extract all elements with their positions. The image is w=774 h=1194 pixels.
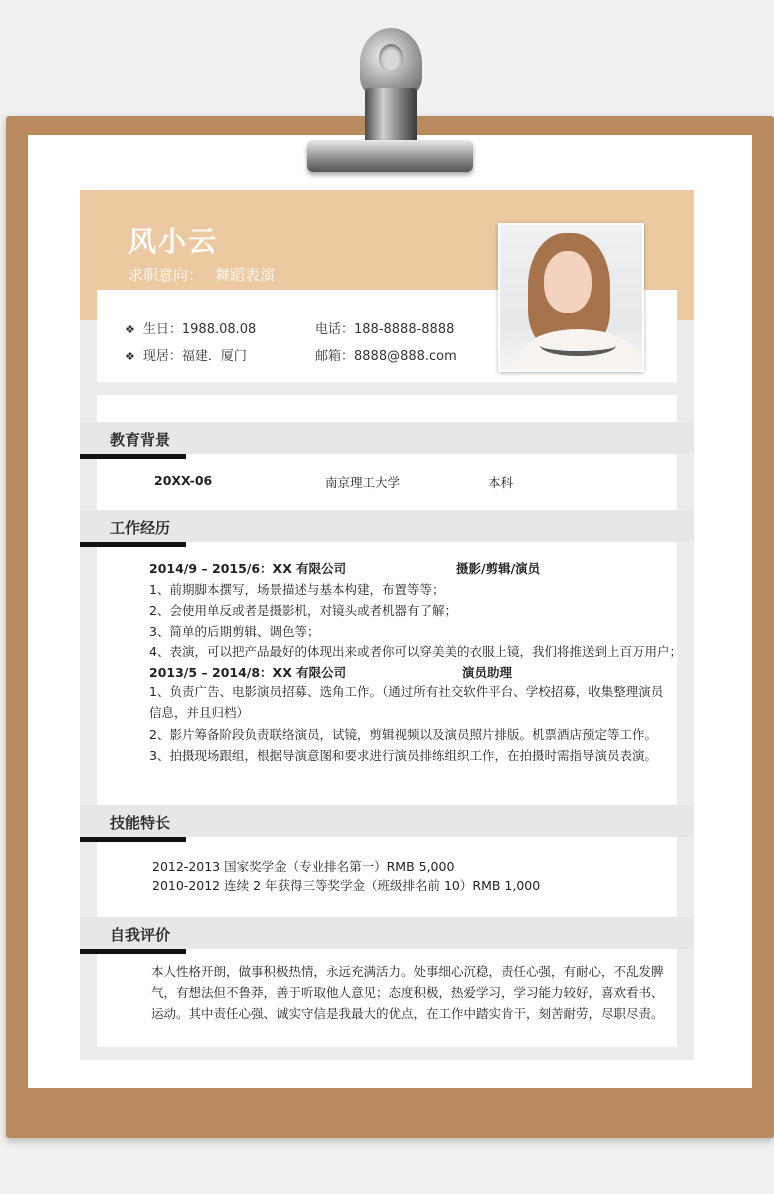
job-role: 演员助理	[462, 665, 513, 680]
diamond-bullet-icon: ❖	[125, 323, 135, 336]
info-phone: 电话：188-8888-8888	[315, 322, 455, 337]
skill-item: 2012-2013 国家奖学金（专业排名第一）RMB 5,000	[152, 859, 455, 874]
job-intent-label: 求职意向：	[128, 266, 204, 284]
section-title: 工作经历	[110, 519, 171, 537]
photo-face	[544, 251, 592, 313]
section-skills	[80, 805, 694, 837]
photo-necklace	[540, 335, 616, 356]
residence-text: 现居：福建．厦门	[142, 349, 247, 364]
section-underline	[80, 949, 186, 954]
info-email: 邮箱：8888@888.com	[315, 349, 457, 364]
edu-date: 20XX-06	[154, 473, 213, 488]
edu-degree: 本科	[488, 475, 514, 490]
skill-item: 2010-2012 连续 2 年获得三等奖学金（班级排名前 10）RMB 1,000	[152, 878, 541, 893]
info-birthday	[125, 318, 256, 337]
section-education	[80, 422, 694, 454]
job-item: 3、拍摄现场跟组，根据导演意图和要求进行演员排练组织工作，在拍摄时需指导演员表演。	[149, 748, 657, 763]
candidate-name: 风小云	[128, 225, 219, 258]
birthday-text: 生日：1988.08.08	[142, 322, 257, 337]
job-intent-value: 舞蹈表演	[215, 266, 276, 284]
binder-clip	[305, 28, 475, 178]
edu-school: 南京理工大学	[325, 475, 401, 490]
job-header: 2014/9 – 2015/6：XX 有限公司	[149, 561, 347, 576]
section-title: 教育背景	[110, 431, 171, 449]
diamond-bullet-icon: ❖	[125, 350, 135, 363]
job-item: 1、前期脚本撰写，场景描述与基本构建，布置等等；	[149, 582, 445, 597]
job-item: 2、影片筹备阶段负责联络演员，试镜，剪辑视频以及演员照片排版。机票酒店预定等工作。	[149, 727, 657, 742]
job-item: 3、简单的后期剪辑、调色等；	[149, 624, 320, 639]
section-underline	[80, 454, 186, 459]
job-role: 摄影/剪辑/演员	[456, 561, 541, 576]
job-intent	[128, 264, 275, 285]
info-residence	[125, 345, 247, 364]
section-title: 自我评价	[110, 926, 171, 944]
section-self-evaluation	[80, 917, 694, 949]
section-underline	[80, 837, 186, 842]
self-evaluation-text: 本人性格开朗，做事积极热情，永远充满活力。处事细心沉稳，责任心强，有耐心，不乱发脾气，有想法但不鲁莽，善于听取他人意见；态度积极，热爱学习，学习能力较好，喜欢看书、运动。其中责任心强、诚实守信是我最大的优点，在工作中踏实肯干，刻苦耐劳，尽职尽责。	[151, 964, 664, 1021]
job-item: 2、会使用单反或者是摄影机，对镜头或者机器有了解；	[149, 603, 457, 618]
clip-base	[307, 140, 473, 172]
job-item: 1、负责广告、电影演员招募、选角工作。（通过所有社交软件平台、学校招募，收集整理演员信息，并且归档）	[149, 684, 664, 720]
job-header: 2013/5 – 2014/8：XX 有限公司	[149, 665, 347, 680]
section-title: 技能特长	[110, 814, 171, 832]
section-underline	[80, 542, 186, 547]
profile-photo	[498, 223, 644, 372]
resume	[80, 190, 694, 1060]
section-work	[80, 510, 694, 542]
job-item: 4、表演，可以把产品最好的体现出来或者你可以穿美美的衣服上镜，我们将推送到上百万用户；	[149, 644, 682, 659]
